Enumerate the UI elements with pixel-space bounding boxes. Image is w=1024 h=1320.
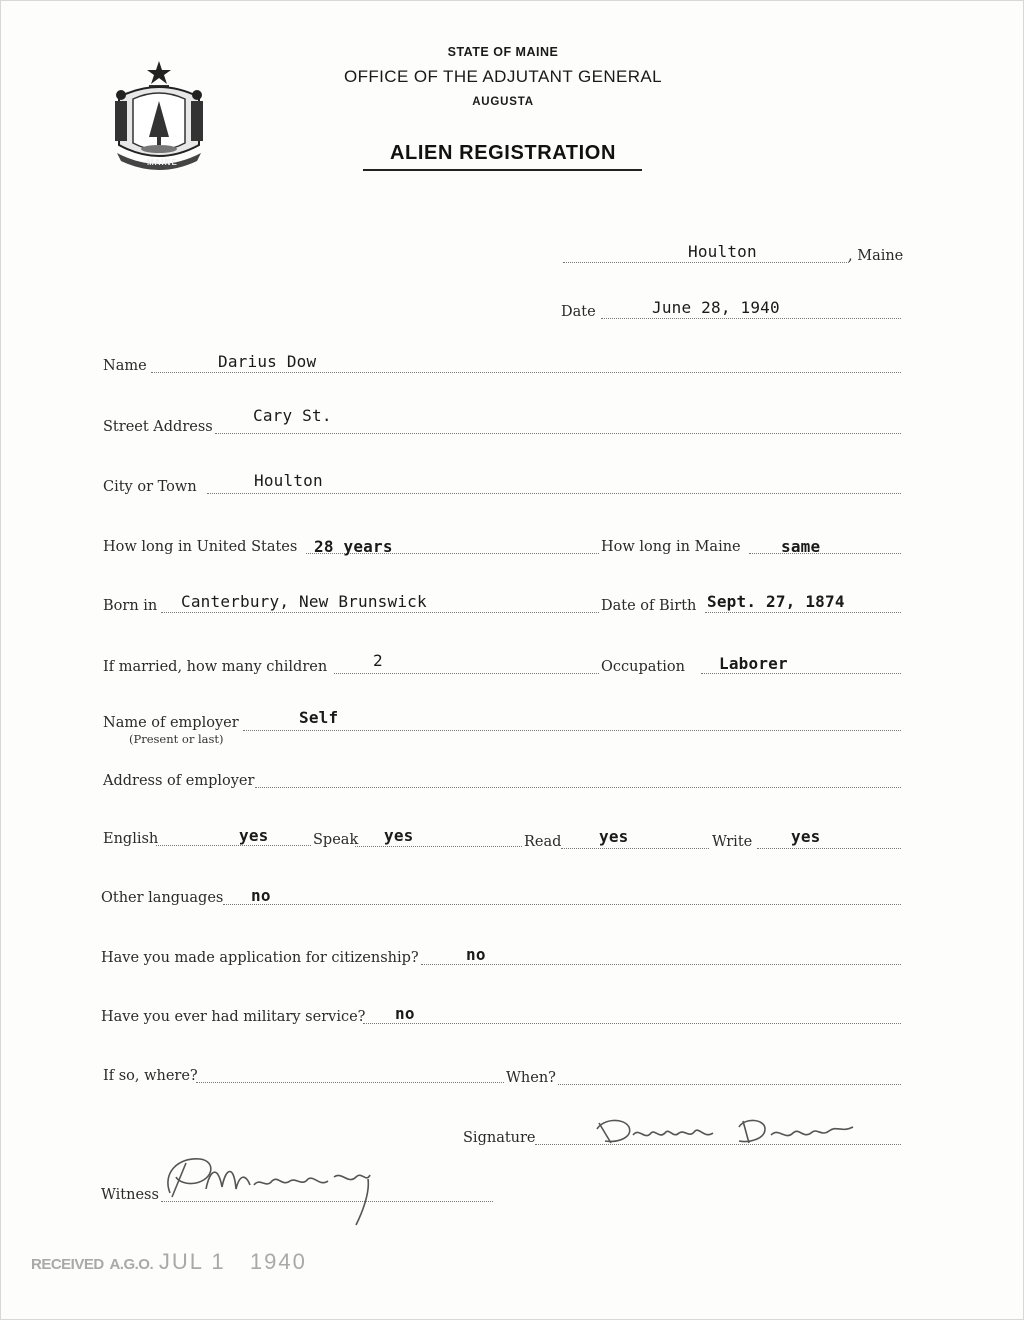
occupation-label: Occupation bbox=[601, 659, 685, 675]
english-label: English bbox=[103, 831, 159, 847]
born-in-label: Born in bbox=[103, 598, 158, 614]
how-long-us-label: How long in United States bbox=[103, 539, 298, 555]
date-value: June 28, 1940 bbox=[652, 298, 780, 317]
read-value: yes bbox=[599, 827, 629, 846]
city-value: Houlton bbox=[254, 471, 323, 490]
stamp-received: RECEIVED bbox=[31, 1256, 104, 1273]
how-long-maine-label: How long in Maine bbox=[601, 539, 741, 555]
employer-value: Self bbox=[299, 708, 339, 727]
date-label: Date bbox=[561, 304, 596, 320]
employer-sublabel: (Present or last) bbox=[129, 732, 224, 746]
witness-handwriting bbox=[156, 1149, 386, 1229]
write-value: yes bbox=[791, 827, 821, 846]
children-value: 2 bbox=[373, 651, 383, 670]
received-stamp bbox=[31, 1249, 307, 1275]
dob-line bbox=[705, 612, 901, 613]
where-line bbox=[196, 1082, 504, 1083]
citizenship-label: Have you made application for citizenship? bbox=[101, 950, 419, 966]
english-value: yes bbox=[239, 826, 269, 845]
when-line bbox=[558, 1084, 901, 1085]
occupation-line bbox=[701, 673, 901, 674]
city-line bbox=[207, 493, 901, 494]
form-title: ALIEN REGISTRATION bbox=[390, 142, 616, 164]
dob-label: Date of Birth bbox=[601, 598, 697, 614]
title-underline bbox=[363, 169, 642, 171]
how-long-maine-value: same bbox=[781, 537, 821, 556]
other-languages-value: no bbox=[251, 886, 271, 905]
header-city: AUGUSTA bbox=[472, 96, 534, 108]
children-label: If married, how many children bbox=[103, 659, 328, 675]
signature-handwriting bbox=[589, 1113, 879, 1153]
employer-line bbox=[243, 730, 901, 731]
place-suffix: , Maine bbox=[848, 248, 904, 264]
read-label: Read bbox=[524, 834, 562, 850]
employer-address-label: Address of employer bbox=[103, 773, 255, 789]
how-long-us-value: 28 years bbox=[314, 537, 393, 556]
read-line bbox=[561, 848, 709, 849]
street-value: Cary St. bbox=[253, 406, 332, 425]
employer-label: Name of employer bbox=[103, 715, 239, 731]
military-line bbox=[363, 1023, 901, 1024]
how-long-maine-line bbox=[749, 553, 901, 554]
header-state: STATE OF MAINE bbox=[447, 45, 559, 59]
citizenship-value: no bbox=[466, 945, 486, 964]
speak-line bbox=[355, 846, 522, 847]
other-languages-label: Other languages bbox=[101, 890, 224, 906]
dob-value: Sept. 27, 1874 bbox=[707, 592, 845, 611]
header-office: OFFICE OF THE ADJUTANT GENERAL bbox=[343, 67, 663, 86]
street-line bbox=[215, 433, 901, 434]
date-line bbox=[601, 318, 901, 319]
name-value: Darius Dow bbox=[218, 352, 317, 371]
english-line bbox=[156, 845, 311, 846]
military-label: Have you ever had military service? bbox=[101, 1009, 366, 1025]
name-line bbox=[151, 372, 901, 373]
occupation-value: Laborer bbox=[719, 654, 788, 673]
name-label: Name bbox=[103, 358, 147, 374]
witness-label: Witness bbox=[101, 1187, 159, 1203]
place-line bbox=[563, 262, 849, 263]
speak-value: yes bbox=[384, 826, 414, 845]
born-in-line bbox=[161, 612, 599, 613]
signature-label: Signature bbox=[463, 1130, 536, 1146]
write-label: Write bbox=[712, 834, 753, 850]
speak-label: Speak bbox=[313, 832, 359, 848]
write-line bbox=[757, 848, 901, 849]
born-in-value: Canterbury, New Brunswick bbox=[181, 592, 427, 611]
seal-caption: MAINE bbox=[147, 158, 178, 167]
stamp-date: JUL 1 1940 bbox=[158, 1249, 307, 1274]
stamp-agency: A.G.O. bbox=[109, 1256, 154, 1273]
other-languages-line bbox=[223, 904, 901, 905]
employer-address-line bbox=[255, 787, 901, 788]
street-label: Street Address bbox=[103, 419, 213, 435]
military-value: no bbox=[395, 1004, 415, 1023]
when-label: When? bbox=[506, 1070, 556, 1086]
citizenship-line bbox=[421, 964, 901, 965]
city-label: City or Town bbox=[103, 479, 197, 495]
where-label: If so, where? bbox=[103, 1068, 198, 1084]
place-value: Houlton bbox=[688, 242, 757, 261]
children-line bbox=[334, 673, 599, 674]
